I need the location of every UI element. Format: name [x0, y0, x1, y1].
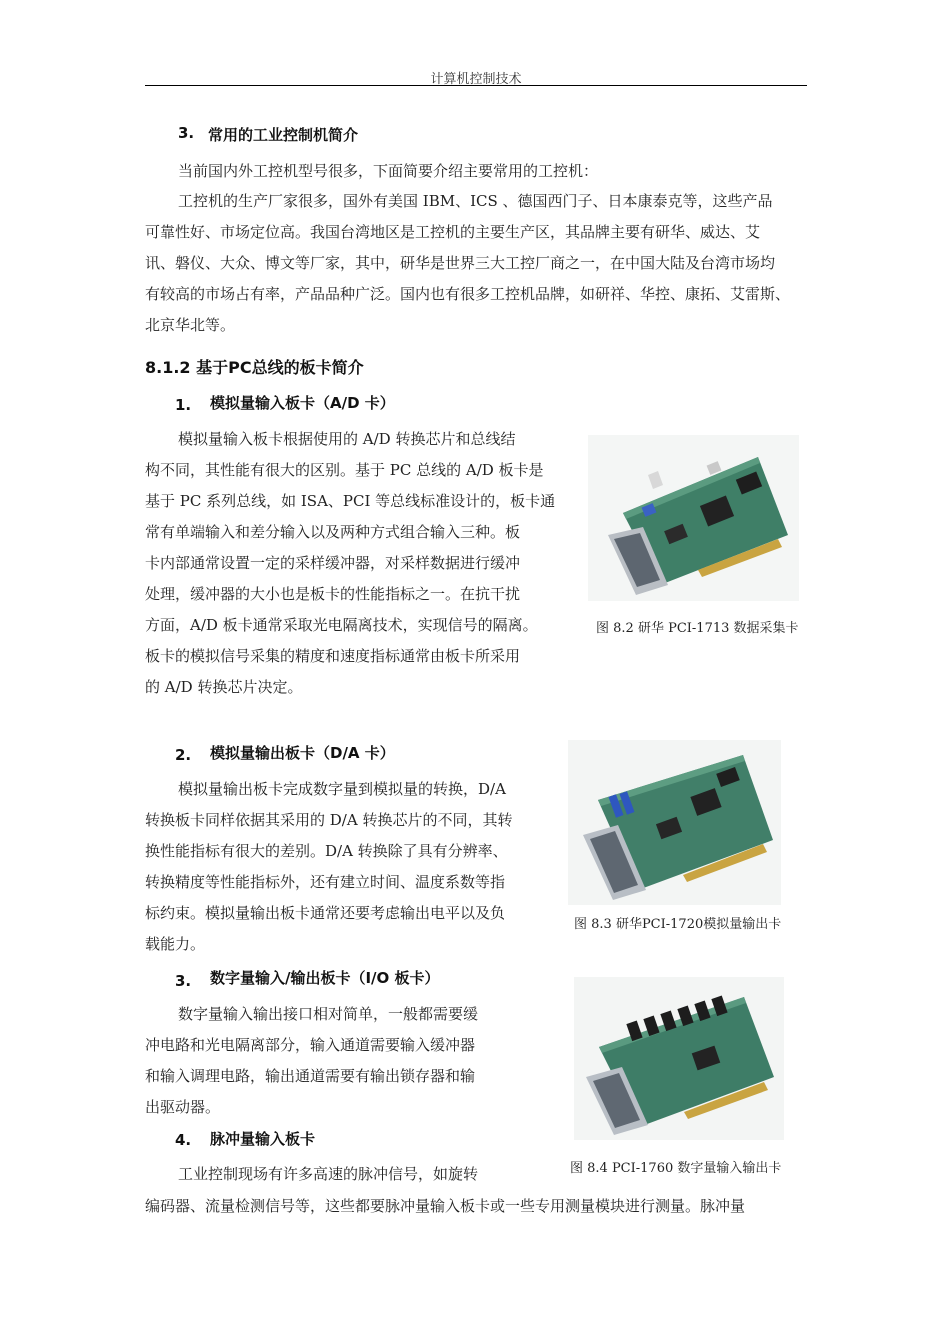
paragraph-line: 当前国内外工控机型号很多，下面简要介绍主要常用的工控机： [178, 162, 599, 180]
paragraph-line: 讯、磐仪、大众、博文等厂家，其中，研华是世界三大工控厂商之一，在中国大陆及台湾市场均 [145, 254, 776, 272]
paragraph-line: 可靠性好、市场定位高。我国台湾地区是工控机的主要生产区，其品牌主要有研华、威达、艾 [145, 223, 761, 241]
paragraph-line: 有较高的市场占有率，产品品种广泛。国内也有很多工控机品牌，如研祥、华控、康拓、艾雷斯、 [145, 285, 791, 303]
figure-caption: 图 8.2 研华 PCI-1713 数据采集卡 [596, 621, 799, 636]
item-number: 4. [175, 1131, 192, 1149]
paragraph-line: 常有单端输入和差分输入以及两种方式组合输入三种。板 [145, 523, 521, 541]
paragraph-line: 构不同，其性能有很大的区别。基于 PC 总线的 A/D 板卡是 [145, 461, 544, 479]
paragraph-line: 方面，A/D 板卡通常采取光电隔离技术，实现信号的隔离。 [145, 616, 538, 634]
paragraph-line: 工控机的生产厂家很多，国外有美国 IBM、ICS 、德国西门子、日本康泰克等，这些产品 [178, 192, 773, 210]
paragraph-line: 和输入调理电路，输出通道需要有输出锁存器和输 [145, 1067, 476, 1085]
paragraph-line: 处理，缓冲器的大小也是板卡的性能指标之一。在抗干扰 [145, 585, 521, 603]
paragraph-line: 冲电路和光电隔离部分，输入通道需要输入缓冲器 [145, 1036, 476, 1054]
section-number: 3. [178, 124, 195, 142]
paragraph-line: 载能力。 [145, 935, 206, 953]
item-heading: 模拟量输出板卡（D/A 卡） [210, 744, 395, 762]
paragraph-line: 转换精度等性能指标外，还有建立时间、温度系数等指 [145, 873, 506, 891]
paragraph-line: 板卡的模拟信号采集的精度和速度指标通常由板卡所采用 [145, 647, 521, 665]
paragraph-line: 工业控制现场有许多高速的脉冲信号，如旋转 [178, 1165, 479, 1183]
paragraph-line: 的 A/D 转换芯片决定。 [145, 678, 303, 696]
subsection-heading: 8.1.2 基于PC总线的板卡简介 [145, 358, 364, 377]
paragraph-line: 卡内部通常设置一定的采样缓冲器，对采样数据进行缓冲 [145, 554, 521, 572]
paragraph-line: 出驱动器。 [145, 1098, 221, 1116]
paragraph-line: 转换板卡同样依据其采用的 D/A 转换芯片的不同，其转 [145, 811, 513, 829]
item-number: 3. [175, 972, 192, 990]
paragraph-line: 基于 PC 系列总线，如 ISA、PCI 等总线标准设计的，板卡通 [145, 492, 556, 510]
item-number: 1. [175, 396, 192, 414]
board-photo-pci1760 [574, 977, 784, 1140]
paragraph-line: 北京华北等。 [145, 316, 236, 334]
header-rule [145, 85, 807, 86]
page-header: 计算机控制技术 [430, 72, 522, 87]
paragraph-line: 模拟量输入板卡根据使用的 A/D 转换芯片和总线结 [178, 430, 516, 448]
board-photo-pci1713 [588, 435, 799, 601]
item-heading: 脉冲量输入板卡 [210, 1130, 316, 1148]
item-heading: 模拟量输入板卡（A/D 卡） [210, 394, 395, 412]
figure-caption: 图 8.3 研华PCI-1720模拟量输出卡 [574, 917, 782, 932]
paragraph-line: 编码器、流量检测信号等，这些都要脉冲量输入板卡或一些专用测量模块进行测量。脉冲量 [145, 1197, 746, 1215]
item-heading: 数字量输入/输出板卡（I/O 板卡） [210, 969, 440, 987]
paragraph-line: 标约束。模拟量输出板卡通常还要考虑输出电平以及负 [145, 904, 506, 922]
paragraph-line: 模拟量输出板卡完成数字量到模拟量的转换，D/A [178, 780, 506, 798]
board-photo-pci1720 [568, 740, 781, 905]
section-heading: 常用的工业控制机简介 [208, 126, 359, 144]
item-number: 2. [175, 746, 192, 764]
paragraph-line: 换性能指标有很大的差别。D/A 转换除了具有分辨率、 [145, 842, 508, 860]
figure-caption: 图 8.4 PCI-1760 数字量输入输出卡 [570, 1161, 782, 1176]
paragraph-line: 数字量输入输出接口相对简单，一般都需要缓 [178, 1005, 479, 1023]
